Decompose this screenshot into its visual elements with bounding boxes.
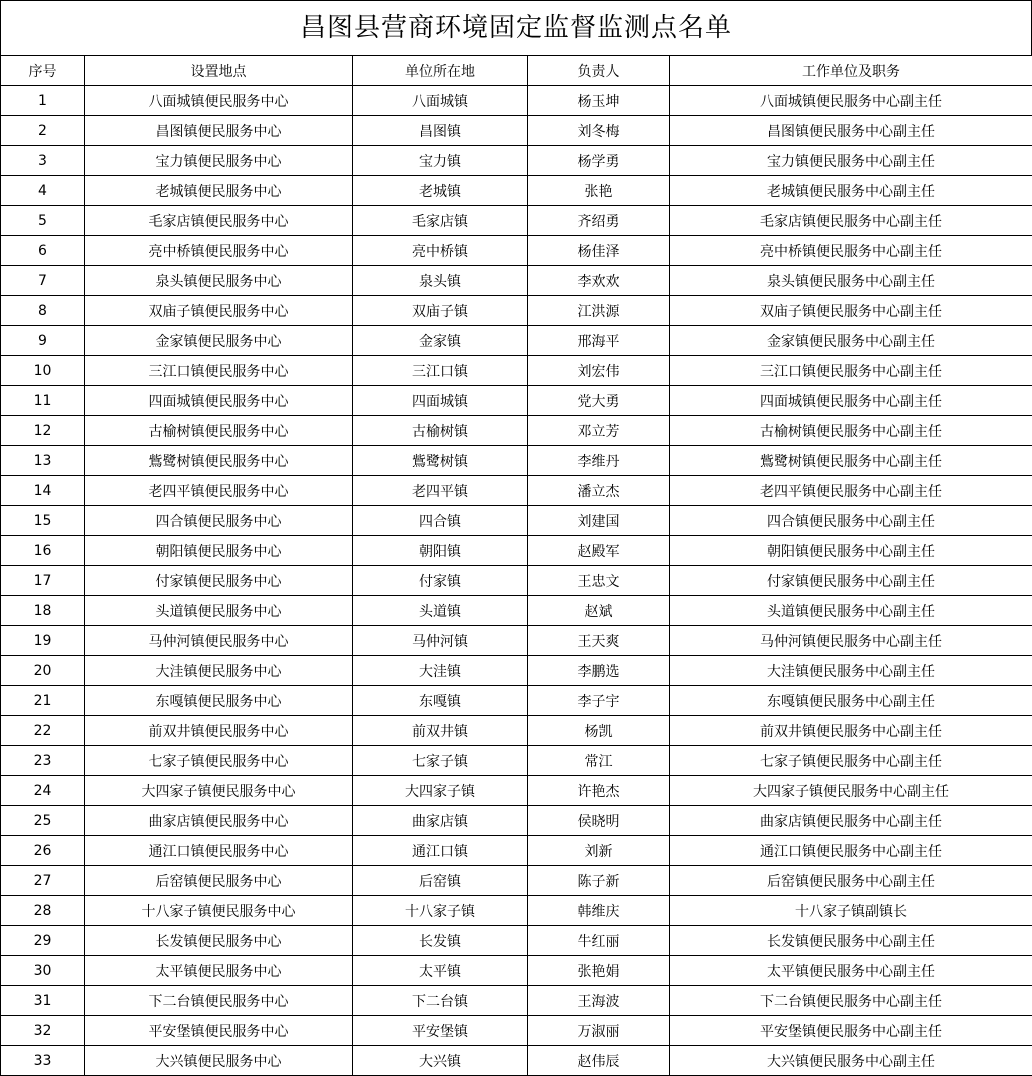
cell-job: 老城镇便民服务中心副主任 <box>670 176 1032 206</box>
cell-job: 大洼镇便民服务中心副主任 <box>670 656 1032 686</box>
table-row <box>1 1016 1032 1046</box>
cell-seq: 22 <box>1 716 85 746</box>
cell-job: 长发镇便民服务中心副主任 <box>670 926 1032 956</box>
cell-person: 赵伟辰 <box>528 1046 670 1076</box>
cell-person: 杨学勇 <box>528 146 670 176</box>
cell-location: 鴜鹭树镇 <box>353 446 528 476</box>
cell-site: 七家子镇便民服务中心 <box>85 746 353 776</box>
cell-location: 四合镇 <box>353 506 528 536</box>
cell-location: 大兴镇 <box>353 1046 528 1076</box>
cell-location: 长发镇 <box>353 926 528 956</box>
cell-person: 常江 <box>528 746 670 776</box>
cell-seq: 33 <box>1 1046 85 1076</box>
cell-site: 长发镇便民服务中心 <box>85 926 353 956</box>
cell-seq: 4 <box>1 176 85 206</box>
cell-seq: 17 <box>1 566 85 596</box>
cell-job: 马仲河镇便民服务中心副主任 <box>670 626 1032 656</box>
cell-seq: 3 <box>1 146 85 176</box>
cell-site: 老城镇便民服务中心 <box>85 176 353 206</box>
cell-location: 金家镇 <box>353 326 528 356</box>
cell-person: 韩维庆 <box>528 896 670 926</box>
cell-job: 四面城镇便民服务中心副主任 <box>670 386 1032 416</box>
cell-job: 老四平镇便民服务中心副主任 <box>670 476 1032 506</box>
cell-job: 宝力镇便民服务中心副主任 <box>670 146 1032 176</box>
cell-job: 朝阳镇便民服务中心副主任 <box>670 536 1032 566</box>
cell-site: 鴜鹭树镇便民服务中心 <box>85 446 353 476</box>
table-header-row <box>1 56 1032 86</box>
table-row <box>1 626 1032 656</box>
cell-seq: 26 <box>1 836 85 866</box>
cell-seq: 30 <box>1 956 85 986</box>
cell-person: 张艳娟 <box>528 956 670 986</box>
cell-job: 四合镇便民服务中心副主任 <box>670 506 1032 536</box>
table-row <box>1 356 1032 386</box>
cell-location: 下二台镇 <box>353 986 528 1016</box>
cell-seq: 29 <box>1 926 85 956</box>
cell-site: 老四平镇便民服务中心 <box>85 476 353 506</box>
cell-job: 太平镇便民服务中心副主任 <box>670 956 1032 986</box>
cell-job: 双庙子镇便民服务中心副主任 <box>670 296 1032 326</box>
cell-person: 杨佳泽 <box>528 236 670 266</box>
cell-seq: 31 <box>1 986 85 1016</box>
cell-location: 三江口镇 <box>353 356 528 386</box>
cell-person: 赵殿军 <box>528 536 670 566</box>
cell-job: 古榆树镇便民服务中心副主任 <box>670 416 1032 446</box>
cell-job: 泉头镇便民服务中心副主任 <box>670 266 1032 296</box>
table-row <box>1 896 1032 926</box>
header-seq: 序号 <box>1 56 85 86</box>
cell-seq: 27 <box>1 866 85 896</box>
cell-person: 刘宏伟 <box>528 356 670 386</box>
cell-person: 李欢欢 <box>528 266 670 296</box>
table-row <box>1 86 1032 116</box>
cell-person: 杨玉坤 <box>528 86 670 116</box>
cell-person: 李维丹 <box>528 446 670 476</box>
cell-location: 曲家店镇 <box>353 806 528 836</box>
cell-site: 双庙子镇便民服务中心 <box>85 296 353 326</box>
table-row <box>1 326 1032 356</box>
table-row <box>1 176 1032 206</box>
cell-person: 杨凯 <box>528 716 670 746</box>
cell-location: 十八家子镇 <box>353 896 528 926</box>
cell-person: 刘新 <box>528 836 670 866</box>
table-row <box>1 596 1032 626</box>
cell-seq: 9 <box>1 326 85 356</box>
table-row <box>1 386 1032 416</box>
cell-seq: 2 <box>1 116 85 146</box>
cell-seq: 11 <box>1 386 85 416</box>
table-row <box>1 926 1032 956</box>
cell-seq: 25 <box>1 806 85 836</box>
header-job: 工作单位及职务 <box>670 56 1032 86</box>
cell-job: 昌图镇便民服务中心副主任 <box>670 116 1032 146</box>
cell-location: 昌图镇 <box>353 116 528 146</box>
cell-location: 平安堡镇 <box>353 1016 528 1046</box>
cell-person: 齐绍勇 <box>528 206 670 236</box>
cell-site: 昌图镇便民服务中心 <box>85 116 353 146</box>
cell-seq: 14 <box>1 476 85 506</box>
cell-location: 大四家子镇 <box>353 776 528 806</box>
cell-job: 七家子镇便民服务中心副主任 <box>670 746 1032 776</box>
cell-site: 后窑镇便民服务中心 <box>85 866 353 896</box>
cell-site: 下二台镇便民服务中心 <box>85 986 353 1016</box>
cell-site: 古榆树镇便民服务中心 <box>85 416 353 446</box>
table-row <box>1 686 1032 716</box>
cell-site: 十八家子镇便民服务中心 <box>85 896 353 926</box>
cell-site: 宝力镇便民服务中心 <box>85 146 353 176</box>
cell-seq: 13 <box>1 446 85 476</box>
table-row <box>1 806 1032 836</box>
cell-location: 宝力镇 <box>353 146 528 176</box>
cell-person: 邓立芳 <box>528 416 670 446</box>
table-row <box>1 116 1032 146</box>
cell-person: 刘建国 <box>528 506 670 536</box>
table-row <box>1 266 1032 296</box>
header-person: 负责人 <box>528 56 670 86</box>
cell-seq: 21 <box>1 686 85 716</box>
cell-location: 七家子镇 <box>353 746 528 776</box>
cell-person: 侯晓明 <box>528 806 670 836</box>
cell-seq: 32 <box>1 1016 85 1046</box>
cell-job: 前双井镇便民服务中心副主任 <box>670 716 1032 746</box>
cell-site: 通江口镇便民服务中心 <box>85 836 353 866</box>
table-row <box>1 866 1032 896</box>
cell-location: 东嘎镇 <box>353 686 528 716</box>
cell-seq: 19 <box>1 626 85 656</box>
table-row <box>1 746 1032 776</box>
header-location: 单位所在地 <box>353 56 528 86</box>
cell-location: 通江口镇 <box>353 836 528 866</box>
cell-job: 三江口镇便民服务中心副主任 <box>670 356 1032 386</box>
cell-location: 朝阳镇 <box>353 536 528 566</box>
cell-seq: 5 <box>1 206 85 236</box>
cell-site: 大四家子镇便民服务中心 <box>85 776 353 806</box>
cell-person: 许艳杰 <box>528 776 670 806</box>
cell-site: 朝阳镇便民服务中心 <box>85 536 353 566</box>
table-row <box>1 836 1032 866</box>
cell-person: 陈子新 <box>528 866 670 896</box>
cell-location: 前双井镇 <box>353 716 528 746</box>
cell-person: 李鹏选 <box>528 656 670 686</box>
cell-location: 头道镇 <box>353 596 528 626</box>
cell-person: 李子宇 <box>528 686 670 716</box>
cell-job: 后窑镇便民服务中心副主任 <box>670 866 1032 896</box>
cell-job: 东嘎镇便民服务中心副主任 <box>670 686 1032 716</box>
cell-job: 鴜鹭树镇便民服务中心副主任 <box>670 446 1032 476</box>
cell-location: 太平镇 <box>353 956 528 986</box>
cell-site: 头道镇便民服务中心 <box>85 596 353 626</box>
table-row <box>1 476 1032 506</box>
cell-job: 下二台镇便民服务中心副主任 <box>670 986 1032 1016</box>
cell-seq: 23 <box>1 746 85 776</box>
cell-job: 付家镇便民服务中心副主任 <box>670 566 1032 596</box>
cell-person: 牛红丽 <box>528 926 670 956</box>
cell-site: 太平镇便民服务中心 <box>85 956 353 986</box>
table-row <box>1 146 1032 176</box>
document-title: 昌图县营商环境固定监督监测点名单 <box>0 0 1032 55</box>
cell-job: 毛家店镇便民服务中心副主任 <box>670 206 1032 236</box>
cell-person: 赵斌 <box>528 596 670 626</box>
cell-seq: 16 <box>1 536 85 566</box>
table-row <box>1 566 1032 596</box>
cell-job: 亮中桥镇便民服务中心副主任 <box>670 236 1032 266</box>
cell-site: 亮中桥镇便民服务中心 <box>85 236 353 266</box>
cell-person: 王天爽 <box>528 626 670 656</box>
cell-location: 大洼镇 <box>353 656 528 686</box>
cell-location: 亮中桥镇 <box>353 236 528 266</box>
table-row <box>1 206 1032 236</box>
cell-person: 党大勇 <box>528 386 670 416</box>
cell-seq: 1 <box>1 86 85 116</box>
cell-site: 毛家店镇便民服务中心 <box>85 206 353 236</box>
cell-person: 刘冬梅 <box>528 116 670 146</box>
header-site: 设置地点 <box>85 56 353 86</box>
table-row <box>1 536 1032 566</box>
cell-location: 付家镇 <box>353 566 528 596</box>
cell-location: 老城镇 <box>353 176 528 206</box>
cell-seq: 18 <box>1 596 85 626</box>
cell-site: 曲家店镇便民服务中心 <box>85 806 353 836</box>
cell-seq: 8 <box>1 296 85 326</box>
cell-person: 邢海平 <box>528 326 670 356</box>
cell-location: 毛家店镇 <box>353 206 528 236</box>
cell-location: 马仲河镇 <box>353 626 528 656</box>
cell-site: 三江口镇便民服务中心 <box>85 356 353 386</box>
cell-job: 大四家子镇便民服务中心副主任 <box>670 776 1032 806</box>
table-body <box>1 86 1032 1076</box>
cell-job: 平安堡镇便民服务中心副主任 <box>670 1016 1032 1046</box>
cell-site: 四面城镇便民服务中心 <box>85 386 353 416</box>
cell-location: 老四平镇 <box>353 476 528 506</box>
cell-seq: 10 <box>1 356 85 386</box>
cell-site: 八面城镇便民服务中心 <box>85 86 353 116</box>
cell-site: 金家镇便民服务中心 <box>85 326 353 356</box>
table-row <box>1 776 1032 806</box>
cell-person: 江洪源 <box>528 296 670 326</box>
cell-person: 王海波 <box>528 986 670 1016</box>
cell-site: 大洼镇便民服务中心 <box>85 656 353 686</box>
cell-site: 付家镇便民服务中心 <box>85 566 353 596</box>
cell-seq: 12 <box>1 416 85 446</box>
cell-seq: 20 <box>1 656 85 686</box>
table-row <box>1 986 1032 1016</box>
cell-site: 四合镇便民服务中心 <box>85 506 353 536</box>
cell-seq: 24 <box>1 776 85 806</box>
monitoring-point-table <box>0 55 1032 1076</box>
cell-job: 通江口镇便民服务中心副主任 <box>670 836 1032 866</box>
cell-site: 马仲河镇便民服务中心 <box>85 626 353 656</box>
cell-location: 八面城镇 <box>353 86 528 116</box>
cell-person: 潘立杰 <box>528 476 670 506</box>
cell-job: 十八家子镇副镇长 <box>670 896 1032 926</box>
cell-site: 大兴镇便民服务中心 <box>85 1046 353 1076</box>
cell-person: 万淑丽 <box>528 1016 670 1046</box>
cell-location: 古榆树镇 <box>353 416 528 446</box>
cell-site: 泉头镇便民服务中心 <box>85 266 353 296</box>
table-row <box>1 416 1032 446</box>
table-row <box>1 1046 1032 1076</box>
cell-location: 四面城镇 <box>353 386 528 416</box>
cell-seq: 28 <box>1 896 85 926</box>
cell-site: 前双井镇便民服务中心 <box>85 716 353 746</box>
table-row <box>1 656 1032 686</box>
cell-seq: 7 <box>1 266 85 296</box>
cell-site: 平安堡镇便民服务中心 <box>85 1016 353 1046</box>
cell-job: 金家镇便民服务中心副主任 <box>670 326 1032 356</box>
cell-job: 八面城镇便民服务中心副主任 <box>670 86 1032 116</box>
cell-location: 后窑镇 <box>353 866 528 896</box>
cell-person: 张艳 <box>528 176 670 206</box>
cell-seq: 6 <box>1 236 85 266</box>
table-row <box>1 716 1032 746</box>
table-row <box>1 506 1032 536</box>
cell-person: 王忠文 <box>528 566 670 596</box>
cell-seq: 15 <box>1 506 85 536</box>
table-row <box>1 956 1032 986</box>
table-row <box>1 296 1032 326</box>
cell-job: 大兴镇便民服务中心副主任 <box>670 1046 1032 1076</box>
table-row <box>1 236 1032 266</box>
table-row <box>1 446 1032 476</box>
cell-site: 东嘎镇便民服务中心 <box>85 686 353 716</box>
cell-job: 曲家店镇便民服务中心副主任 <box>670 806 1032 836</box>
cell-job: 头道镇便民服务中心副主任 <box>670 596 1032 626</box>
cell-location: 泉头镇 <box>353 266 528 296</box>
cell-location: 双庙子镇 <box>353 296 528 326</box>
